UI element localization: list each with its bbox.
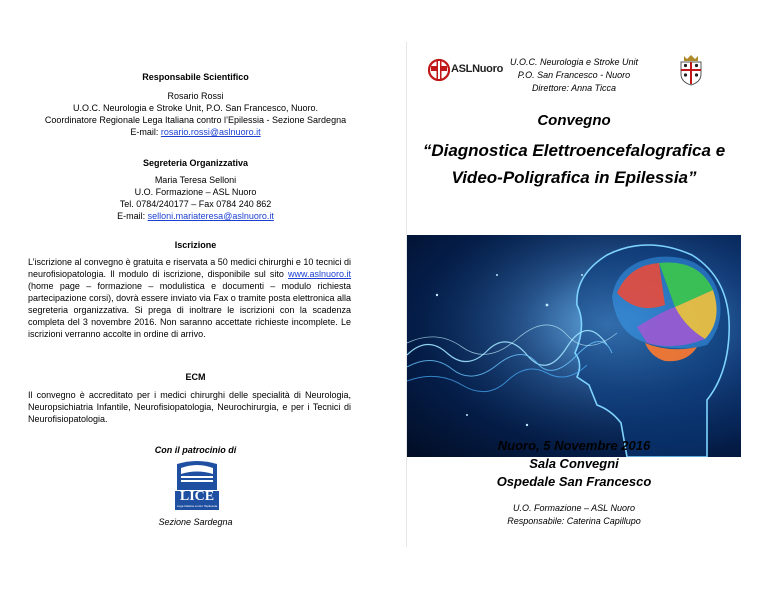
iscr-text-1: L’iscrizione al convegno è gratuita e riservata a 50 medici chirurghi e 10 tecnici di neurofisiopatologia. Il modulo di iscrizione, disponibile sul sito <box>28 257 351 279</box>
resp-email-link[interactable]: rosario.rossi@aslnuoro.it <box>160 127 261 137</box>
segr-unit: U.O. Formazione – ASL Nuoro <box>134 187 257 197</box>
unit-line-2: P.O. San Francesco - Nuoro <box>517 70 631 80</box>
unit-line-3: Direttore: Anna Ticca <box>531 83 617 93</box>
resp-email-line <box>28 126 363 138</box>
ecm-text: Il convegno è accreditato per i medici chirurghi delle specialità di Neurologia, Neuropsichiatria Infantile, Neurofisiopatologia, Neurochirurgia, e per i Tecnici di Neurofisiopatologia. <box>28 390 351 424</box>
resp-name: Rosario Rossi <box>167 91 224 101</box>
patrocinio-label: Con il patrocinio di <box>154 445 237 455</box>
footer-block <box>407 502 741 528</box>
iscr-text-2: (home page – formazione – modulistica e documenti – modulo richiesta partecipazione corsi), dovrà essere inviato via Fax o tramite posta elettronica alla segreteria organizzativa. Si prega di inoltrare le iscrizioni con la scadenza completa del 3 novembre 2016. Non saranno accettate richieste incomplete. Le iscrizioni verranno accolte in ordine di arrivo. <box>28 281 351 339</box>
sezione-label: Sezione Sardegna <box>158 517 233 527</box>
segr-email-line <box>28 210 363 222</box>
segr-phone: Tel. 0784/240177 – Fax 0784 240 862 <box>119 199 272 209</box>
footer-line-1: U.O. Formazione – ASL Nuoro <box>512 503 636 513</box>
segr-block <box>28 174 363 222</box>
resp-role: Coordinatore Regionale Lega Italiana contro l’Epilessia - Sezione Sardegna <box>44 115 347 125</box>
resp-email-label: E-mail: <box>130 127 161 137</box>
asl-logo-text: ASLNuoro <box>451 63 503 75</box>
event-place-1: Sala Convegni <box>529 456 619 471</box>
segr-email-link[interactable]: selloni.mariateresa@aslnuoro.it <box>147 211 274 221</box>
segr-name: Maria Teresa Selloni <box>154 175 237 185</box>
segr-email-label: E-mail: <box>117 211 148 221</box>
event-date: Nuoro, 5 Novembre 2016 <box>497 438 651 453</box>
unit-block <box>482 56 666 95</box>
footer-line-2: Responsabile: Caterina Capillupo <box>507 516 641 526</box>
brain-illustration <box>407 235 741 457</box>
ecm-heading: ECM <box>185 372 206 382</box>
segr-heading: Segreteria Organizzativa <box>142 158 249 168</box>
convegno-label: Convegno <box>537 112 611 129</box>
event-info <box>407 437 741 491</box>
resp-heading: Responsabile Scientifico <box>142 72 249 82</box>
lice-logo <box>173 460 221 510</box>
title-line-1: “Diagnostica Elettroencefalografica e <box>422 141 726 160</box>
right-panel <box>406 42 741 547</box>
sardinia-coat-of-arms <box>678 54 704 86</box>
left-panel <box>28 42 363 547</box>
lice-logo-subtext: Lega Italiana contro l'Epilessia <box>176 504 218 508</box>
unit-line-1: U.O.C. Neurologia e Stroke Unit <box>509 57 639 67</box>
resp-block <box>28 90 363 138</box>
title-line-2: Video-Poligrafica in Epilessia” <box>451 168 697 187</box>
iscr-link[interactable]: www.aslnuoro.it <box>287 269 351 279</box>
iscr-text <box>28 256 351 340</box>
resp-unit: U.O.C. Neurologia e Stroke Unit, P.O. San Francesco, Nuoro. <box>73 103 318 113</box>
asl-cross-icon <box>428 56 450 84</box>
event-place-2: Ospedale San Francesco <box>496 474 652 489</box>
lice-logo-text: LICE <box>179 489 215 504</box>
iscr-heading: Iscrizione <box>174 240 217 250</box>
